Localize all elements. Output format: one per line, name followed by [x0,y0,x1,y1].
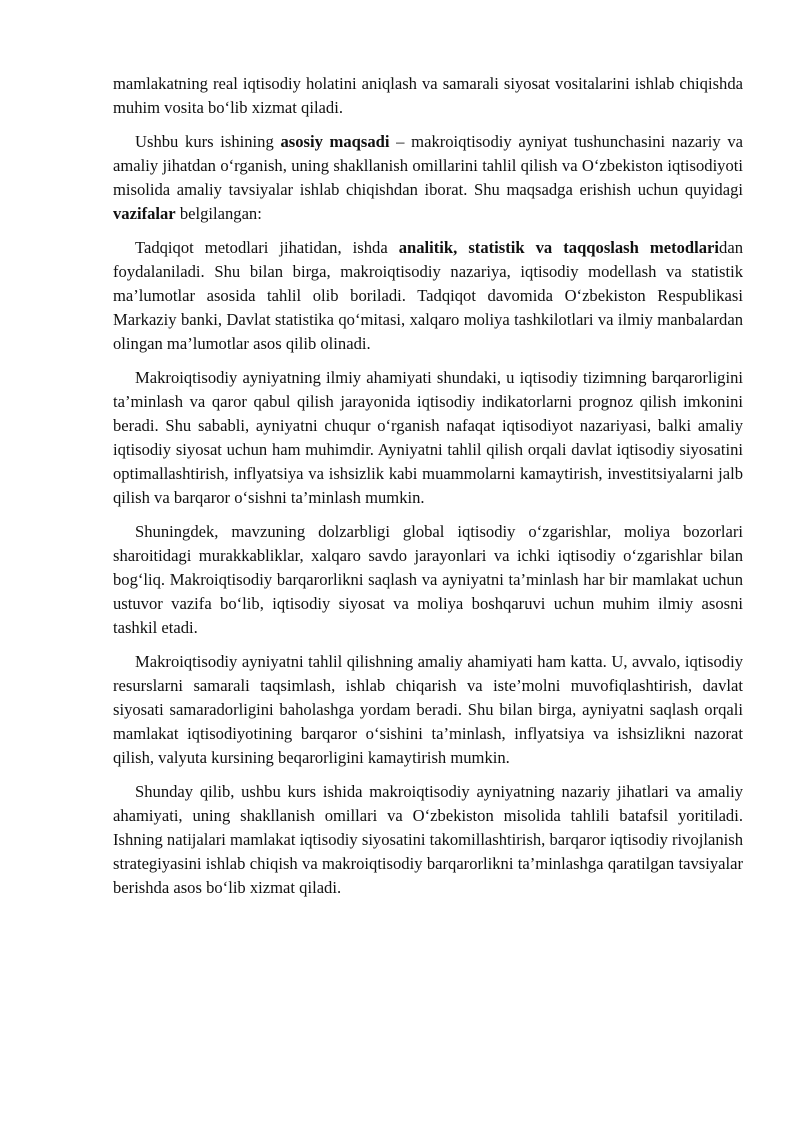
paragraph-relevance [113,520,743,640]
text-run: Ushbu kurs ishining [135,131,281,151]
bold-term: asosiy maqsadi [280,131,390,151]
text-run: Shunday qilib, ushbu kurs ishida makroiqtisodiy ayniyatning nazariy jihatlari va amaliy ahamiyati, uning shakllanish omillari va O‘zbekiston misolida tahlili batafsil yoritiladi. Ishning natijalari mamlakat iqtisodiy siyosatini takomillashtirish, barqaror iqtisodiy rivojlanish strategiyasini ishlab chiqish va makroiqtisodiy barqarorlikni ta’minlashga qaratilgan tavsiyalar berishda asos bo‘lib xizmat qiladi. [113,781,744,897]
text-run: Tadqiqot metodlari jihatidan, ishda [135,237,399,257]
text-run: Makroiqtisodiy ayniyatni tahlil qilishning amaliy ahamiyati ham katta. U, avvalo, iqtisodiy resurslarni samarali taqsimlash, ishlab chiqarish va iste’molni muvofiqlashtirish, davlat siyosati samaradorligini baholashga yordam beradi. Shu bilan birga, ayniyatni saqlash orqali mamlakat iqtisodiyotining barqaror o‘sishini ta’minlash, inflyatsiya va ishsizlikni nazorat qilish, valyuta kursining beqarorligini kamaytirish mumkin. [113,651,743,767]
text-run: Shuningdek, mavzuning dolzarbligi global iqtisodiy o‘zgarishlar, moliya bozorlari sharoitidagi murakkabliklar, xalqaro savdo jarayonlari va ichki iqtisodiy o‘zgarishlar bilan bog‘liq. Makroiqtisodiy barqarorlikni saqlash va ayniyatni ta’minlash har bir mamlakat uchun ustuvor vazifa bo‘lib, iqtisodiy siyosat va moliya boshqaruvi uchun muhim ilmiy asosni tashkil etadi. [113,521,743,637]
text-run: – makroiqtisodiy ayniyat tushunchasini nazariy va amaliy jihatdan o‘rganish, uning shakllanish omillarini tahlil qilish va O‘zbekiston iqtisodiyoti misolida amaliy tavsiyalar ishlab chiqishdan iborat. Shu maqsadga erishish uchun quyidagi [113,131,743,199]
paragraph-scientific-importance [113,366,743,511]
bold-term: analitik, statistik va taqqoslash metodlari [398,237,720,257]
paragraph-methods [113,236,743,356]
paragraph-practical-importance [113,650,743,770]
text-run: dan foydalaniladi. Shu bilan birga, makroiqtisodiy nazariya, iqtisodiy modellash va statistik ma’lumotlar asosida tahlil olib boriladi. Tadqiqot davomida O‘zbekiston Respublikasi Markaziy banki, Davlat statistika qo‘mitasi, xalqaro moliya tashkilotlari va ilmiy manbalardan olingan ma’lumotlar asos qilib olinadi. [113,237,743,353]
document-body [113,72,743,910]
paragraph-conclusion [113,780,743,900]
text-run: mamlakatning real iqtisodiy holatini aniqlash va samarali siyosat vositalarini ishlab chiqishda muhim vosita bo‘lib xizmat qiladi. [113,74,743,118]
bold-term: vazifalar [113,203,176,223]
paragraph-continuation [113,72,743,120]
text-run: Makroiqtisodiy ayniyatning ilmiy ahamiyati shundaki, u iqtisodiy tizimning barqarorligini ta’minlash va qaror qabul qilish jarayonida iqtisodiy indikatorlarni prognoz qilish imkonini beradi. Shu sababli, ayniyatni chuqur o‘rganish nafaqat iqtisodiyot nazariyasi, balki amaliy iqtisodiy siyosat uchun ham muhimdir. Ayniyatni tahlil qilish orqali davlat iqtisodiy siyosatini optimallashtirish, inflyatsiya va ishsizlik kabi muammolarni kamaytirish, investitsiyalarni jalb qilish va barqaror o‘sishni ta’minlash mumkin. [113,367,743,507]
text-run: belgilangan: [175,203,262,223]
paragraph-goal [113,130,743,226]
